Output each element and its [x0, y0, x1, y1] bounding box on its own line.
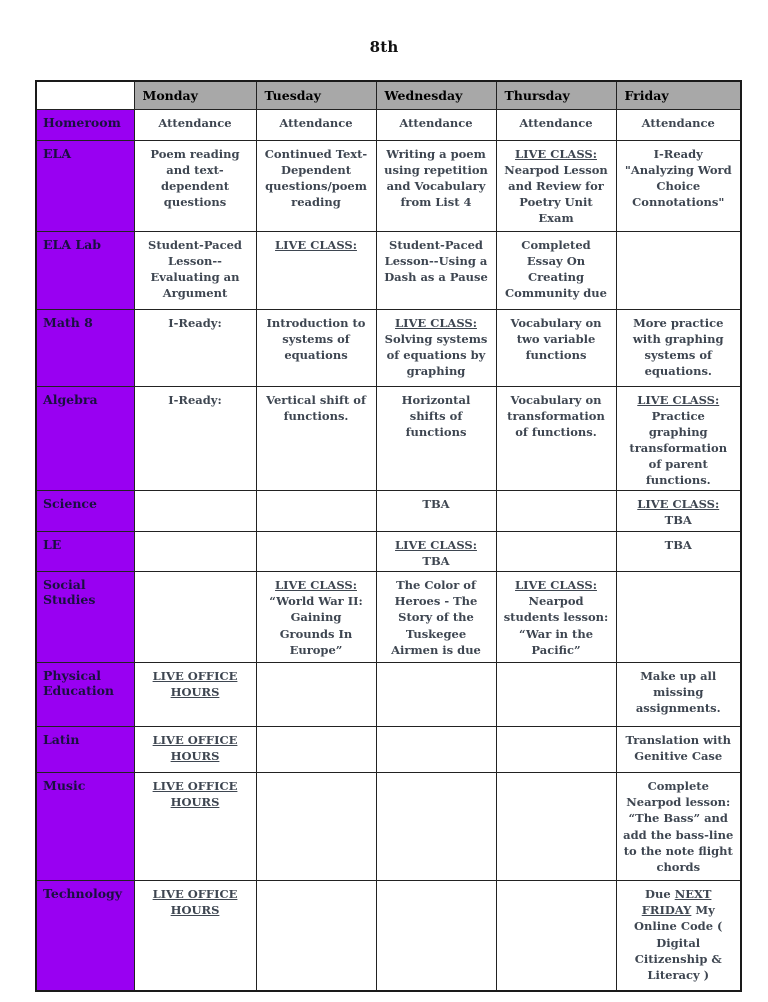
cell-text: Vocabulary on two variable functions [510, 315, 602, 362]
underlined-text: LIVE OFFICE HOURS [152, 779, 238, 810]
row-header-math-8: Math 8 [36, 309, 134, 386]
cell-algebra-thursday [496, 386, 616, 491]
cell-ela-lab-wednesday [376, 231, 496, 309]
page-title: 8th [369, 38, 399, 56]
cell-le-monday [134, 532, 256, 572]
cell-text: I-Ready: [168, 392, 222, 407]
cell-social-studies-friday [616, 572, 741, 663]
cell-science-tuesday [256, 491, 376, 532]
cell-text: Attendance [519, 115, 593, 130]
underlined-text: LIVE OFFICE HOURS [152, 733, 238, 764]
underlined-text: LIVE OFFICE HOURS [152, 669, 238, 700]
cell-text: Nearpod students lesson: “War in the Pacific” [503, 594, 609, 657]
cell-homeroom-monday [134, 109, 256, 140]
cell-homeroom-wednesday [376, 109, 496, 140]
cell-text: I-Ready "Analyzing Word Choice Connotations" [624, 146, 732, 209]
cell-text: The Color of Heroes - The Story of the Tuskegee Airmen is due [391, 578, 481, 657]
row-header-music: Music [36, 773, 134, 881]
underlined-text: LIVE OFFICE HOURS [152, 887, 238, 918]
row-science [36, 491, 741, 532]
cell-text: Horizontal shifts of functions [401, 392, 471, 439]
cell-math-8-thursday [496, 309, 616, 386]
cell-text: Vocabulary on transformation of functions. [507, 392, 605, 439]
row-header-latin: Latin [36, 727, 134, 773]
cell-technology-thursday [496, 881, 616, 991]
cell-physical-education-friday [616, 663, 741, 727]
cell-algebra-wednesday [376, 386, 496, 491]
cell-text: Student-Paced Lesson--Using a Dash as a Pause [384, 237, 488, 284]
row-latin [36, 727, 741, 773]
row-algebra [36, 386, 741, 491]
cell-music-friday [616, 773, 741, 881]
row-header-social-studies: Social Studies [36, 572, 134, 663]
cell-music-tuesday [256, 773, 376, 881]
cell-text: Translation with Genitive Case [625, 733, 732, 764]
cell-le-tuesday [256, 532, 376, 572]
schedule-table-body [36, 109, 741, 991]
cell-algebra-monday [134, 386, 256, 491]
cell-text: Vertical shift of functions. [266, 392, 366, 423]
row-social-studies [36, 572, 741, 663]
cell-text: Complete Nearpod lesson: “The Bass” and add the bass-line to the note flight chords [623, 779, 734, 874]
cell-latin-thursday [496, 727, 616, 773]
cell-text: My Online Code ( Digital Citizenship & Literacy ) [634, 903, 723, 982]
cell-social-studies-tuesday [256, 572, 376, 663]
row-technology [36, 881, 741, 991]
cell-le-wednesday [376, 532, 496, 572]
cell-text: “World War II: Gaining Grounds In Europe” [269, 594, 363, 657]
cell-math-8-wednesday [376, 309, 496, 386]
underlined-text: LIVE CLASS: [515, 578, 597, 593]
cell-math-8-friday [616, 309, 741, 386]
cell-text: Nearpod Lesson and Review for Poetry Unit Exam [504, 162, 608, 225]
cell-technology-monday [134, 881, 256, 991]
cell-text: I-Ready: [168, 315, 222, 330]
cell-science-friday [616, 491, 741, 532]
row-header-science: Science [36, 491, 134, 532]
underlined-text: NEXT FRIDAY [641, 887, 712, 918]
cell-math-8-monday [134, 309, 256, 386]
cell-ela-wednesday [376, 140, 496, 231]
cell-ela-lab-friday [616, 231, 741, 309]
cell-text: Attendance [641, 115, 715, 130]
row-music [36, 773, 741, 881]
cell-science-monday [134, 491, 256, 532]
cell-music-wednesday [376, 773, 496, 881]
underlined-text: LIVE CLASS: [637, 497, 720, 512]
row-header-ela-lab: ELA Lab [36, 231, 134, 309]
cell-science-thursday [496, 491, 616, 532]
col-header-thursday: Thursday [496, 81, 616, 109]
cell-latin-monday [134, 727, 256, 773]
row-header-le: LE [36, 532, 134, 572]
cell-ela-lab-thursday [496, 231, 616, 309]
row-physical-education [36, 663, 741, 727]
cell-le-thursday [496, 532, 616, 572]
underlined-text: LIVE CLASS: [275, 237, 357, 252]
cell-physical-education-wednesday [376, 663, 496, 727]
underlined-text: LIVE CLASS: [395, 315, 477, 330]
underlined-text: LIVE CLASS: [275, 578, 357, 593]
row-header-physical-education: Physical Education [36, 663, 134, 727]
header-row [36, 81, 741, 109]
cell-ela-thursday [496, 140, 616, 231]
cell-text: Attendance [158, 115, 232, 130]
underlined-text: LIVE CLASS: [515, 146, 597, 161]
cell-physical-education-thursday [496, 663, 616, 727]
cell-text: Make up all missing assignments. [635, 669, 721, 716]
row-header-technology: Technology [36, 881, 134, 991]
cell-ela-tuesday [256, 140, 376, 231]
cell-social-studies-monday [134, 572, 256, 663]
underlined-text: LIVE CLASS: [395, 538, 477, 553]
cell-text: TBA [422, 497, 450, 512]
row-header-ela: ELA [36, 140, 134, 231]
row-le [36, 532, 741, 572]
cell-ela-lab-tuesday [256, 231, 376, 309]
cell-technology-wednesday [376, 881, 496, 991]
cell-music-thursday [496, 773, 616, 881]
cell-science-wednesday [376, 491, 496, 532]
row-header-homeroom: Homeroom [36, 109, 134, 140]
row-ela [36, 140, 741, 231]
cell-physical-education-tuesday [256, 663, 376, 727]
cell-text: Solving systems of equations by graphing [384, 331, 488, 378]
cell-text: TBA [422, 554, 450, 569]
cell-text: TBA [664, 513, 692, 528]
cell-text: Due [645, 887, 675, 902]
corner-cell [36, 81, 134, 109]
cell-algebra-tuesday [256, 386, 376, 491]
cell-text: Attendance [279, 115, 353, 130]
cell-homeroom-thursday [496, 109, 616, 140]
underlined-text: LIVE CLASS: [637, 392, 720, 407]
cell-latin-friday [616, 727, 741, 773]
cell-ela-lab-monday [134, 231, 256, 309]
cell-technology-tuesday [256, 881, 376, 991]
cell-ela-monday [134, 140, 256, 231]
cell-text: Introduction to systems of equations [266, 315, 366, 362]
cell-latin-wednesday [376, 727, 496, 773]
cell-text: Attendance [399, 115, 473, 130]
cell-social-studies-thursday [496, 572, 616, 663]
cell-homeroom-friday [616, 109, 741, 140]
row-homeroom [36, 109, 741, 140]
cell-text: TBA [664, 538, 692, 553]
cell-text: More practice with graphing systems of equations. [632, 315, 724, 378]
cell-social-studies-wednesday [376, 572, 496, 663]
cell-physical-education-monday [134, 663, 256, 727]
row-math-8 [36, 309, 741, 386]
cell-text: Practice graphing transformation of parent functions. [629, 408, 728, 487]
cell-math-8-tuesday [256, 309, 376, 386]
cell-le-friday [616, 532, 741, 572]
cell-music-monday [134, 773, 256, 881]
schedule-table-header [36, 81, 741, 109]
cell-technology-friday [616, 881, 741, 991]
cell-latin-tuesday [256, 727, 376, 773]
col-header-monday: Monday [134, 81, 256, 109]
row-header-algebra: Algebra [36, 386, 134, 491]
schedule-table [35, 80, 742, 992]
col-header-friday: Friday [616, 81, 741, 109]
cell-algebra-friday [616, 386, 741, 491]
cell-homeroom-tuesday [256, 109, 376, 140]
cell-text: Writing a poem using repetition and Vocabulary from List 4 [384, 146, 488, 209]
cell-text: Completed Essay On Creating Community due [505, 237, 607, 300]
col-header-tuesday: Tuesday [256, 81, 376, 109]
cell-text: Poem reading and text-dependent questions [150, 146, 240, 209]
cell-text: Student-Paced Lesson--Evaluating an Argument [148, 237, 242, 300]
row-ela-lab [36, 231, 741, 309]
cell-text: Continued Text-Dependent questions/poem reading [264, 146, 368, 209]
cell-ela-friday [616, 140, 741, 231]
col-header-wednesday: Wednesday [376, 81, 496, 109]
